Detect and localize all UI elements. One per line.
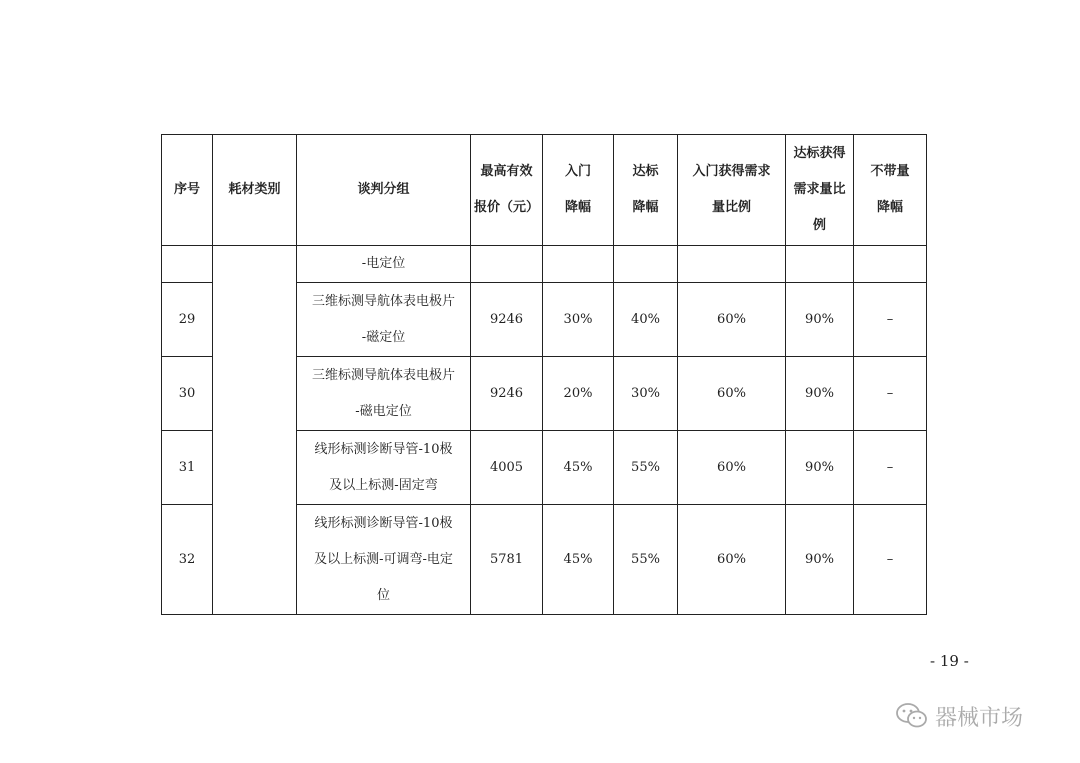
header-group: 谈判分组 (297, 135, 471, 246)
cell-target: 55% (614, 505, 678, 615)
header-target-line2: 降幅 (632, 200, 659, 215)
cell-entry-ratio: 60% (678, 283, 786, 357)
watermark (895, 700, 1023, 732)
header-entry (543, 135, 614, 246)
cell-seq: 31 (162, 431, 213, 505)
header-price (471, 135, 543, 246)
group-line: -电定位 (361, 256, 406, 271)
header-nodemand-line2: 降幅 (876, 200, 903, 215)
header-entry-ratio (678, 135, 786, 246)
cell-entry: 30% (543, 283, 614, 357)
cell-group (297, 505, 471, 615)
header-price-line1: 最高有效 (480, 164, 533, 179)
cell-nodemand: – (854, 357, 927, 431)
header-entry-line2: 降幅 (564, 200, 591, 215)
cell-nodemand: – (854, 431, 927, 505)
cell-nodemand (854, 246, 927, 283)
cell-group (297, 431, 471, 505)
cell-entry-ratio: 60% (678, 431, 786, 505)
group-line: 三维标测导航体表电极片 (311, 293, 455, 309)
cell-group (297, 357, 471, 431)
group-line: 及以上标测-固定弯 (329, 477, 438, 493)
cell-group (297, 246, 471, 283)
group-line: -磁电定位 (355, 403, 412, 419)
table-row (162, 246, 927, 283)
header-target-ratio-line3: 例 (812, 218, 826, 233)
cell-group (297, 283, 471, 357)
pricing-table (161, 134, 927, 615)
cell-price: 5781 (471, 505, 543, 615)
header-target (614, 135, 678, 246)
header-entry-line1: 入门 (564, 164, 591, 179)
cell-seq (162, 246, 213, 283)
header-target-ratio-line1: 达标获得 (793, 146, 846, 161)
cell-entry (543, 246, 614, 283)
cell-target-ratio: 90% (786, 357, 854, 431)
page-number: - 19 - (930, 652, 969, 670)
cell-target-ratio: 90% (786, 505, 854, 615)
cell-entry-ratio (678, 246, 786, 283)
watermark-text: 器械市场 (935, 705, 1024, 731)
header-seq: 序号 (162, 135, 213, 246)
cell-seq: 29 (162, 283, 213, 357)
cell-target-ratio (786, 246, 854, 283)
cell-price (471, 246, 543, 283)
header-entry-ratio-line2: 量比例 (711, 200, 751, 215)
group-line: 线形标测诊断导管-10极 (314, 441, 453, 457)
header-category: 耗材类别 (213, 135, 297, 246)
header-row (162, 135, 927, 246)
cell-price: 9246 (471, 283, 543, 357)
cell-price: 4005 (471, 431, 543, 505)
cell-entry: 20% (543, 357, 614, 431)
cell-entry: 45% (543, 505, 614, 615)
group-line: 三维标测导航体表电极片 (311, 367, 455, 383)
cell-target-ratio: 90% (786, 431, 854, 505)
cell-target (614, 246, 678, 283)
cell-entry-ratio: 60% (678, 505, 786, 615)
cell-target: 40% (614, 283, 678, 357)
header-nodemand (854, 135, 927, 246)
header-entry-ratio-line1: 入门获得需求 (692, 164, 771, 179)
cell-seq: 30 (162, 357, 213, 431)
header-price-line2: 报价（元） (473, 200, 539, 215)
group-line: 及以上标测-可调弯-电定 (314, 551, 453, 567)
cell-nodemand: – (854, 283, 927, 357)
header-target-line1: 达标 (632, 164, 659, 179)
cell-price: 9246 (471, 357, 543, 431)
group-line: 线形标测诊断导管-10极 (314, 515, 453, 531)
cell-entry-ratio: 60% (678, 357, 786, 431)
header-target-ratio-line2: 需求量比 (793, 182, 846, 197)
cell-entry: 45% (543, 431, 614, 505)
group-line: 位 (376, 587, 390, 603)
cell-target-ratio: 90% (786, 283, 854, 357)
cell-target: 55% (614, 431, 678, 505)
cell-seq: 32 (162, 505, 213, 615)
group-line: -磁定位 (361, 329, 406, 345)
cell-category (213, 246, 297, 615)
header-nodemand-line1: 不带量 (870, 164, 910, 179)
wechat-icon (895, 702, 929, 730)
header-target-ratio (786, 135, 854, 246)
cell-target: 30% (614, 357, 678, 431)
cell-nodemand: – (854, 505, 927, 615)
